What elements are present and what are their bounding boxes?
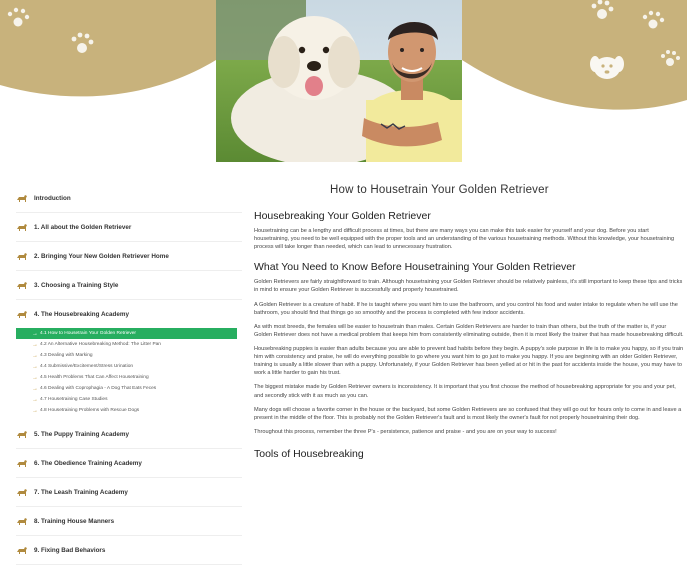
sidebar-subitem-label: 4.6 Dealing with Coprophagia - A Dog That Eats Feces [40,386,157,391]
dog-icon [16,223,28,232]
paragraph: The biggest mistake made by Golden Retriever owners is inconsistency. It is important that you first choose the method of housebreaking appropriate for you and your pet, and secondly stick with it as much as you can. [254,384,676,399]
sidebar-item-bringing-home[interactable] [16,242,242,271]
section-heading: Tools of Housebreaking [254,447,364,460]
paragraph: Golden Retrievers are fairly straightforward to train. Although housetraining your Golden Retriever should be relatively painless, it's still important to keep these tips and tricks in mind to ensure your Golden Retriever is successfully and properly housetrained. [254,279,683,294]
chapter-sidebar [16,184,242,565]
sidebar-item-obedience-training[interactable] [16,449,242,478]
arrow-icon: → [32,341,38,348]
sidebar-item-introduction[interactable] [16,184,242,213]
sidebar-subitem-4-7[interactable] [16,394,242,405]
page-title: How to Housetrain Your Golden Retriever [330,184,549,196]
section-heading: Housebreaking Your Golden Retriever [254,210,431,222]
dog-icon [16,546,28,555]
sidebar-item-label: 9. Fixing Bad Behaviors [34,546,106,554]
dog-icon [16,488,28,497]
dog-icon [16,517,28,526]
sidebar-subitem-4-6[interactable] [16,383,242,394]
section-heading: What You Need to Know Before Housetraining Your Golden Retriever [254,261,576,274]
sidebar-item-label: 7. The Leash Training Academy [34,488,128,496]
sidebar-subitem-label: 4.7 Housetraining Case Studies [40,397,108,402]
sidebar-item-all-about[interactable] [16,213,242,242]
sidebar-item-label: 2. Bringing Your New Golden Retriever Home [34,252,169,260]
sidebar-item-label: 6. The Obedience Training Academy [34,459,142,467]
sidebar-subitem-4-3[interactable] [16,350,242,361]
arrow-icon: → [32,385,38,392]
arrow-icon: → [32,374,38,381]
sidebar-subitem-label: 4.3 Dealing with Marking [40,353,93,358]
dog-icon [16,459,28,468]
sidebar-item-bad-behaviors[interactable] [16,536,242,565]
dog-icon [16,281,28,290]
sidebar-item-house-manners[interactable] [16,507,242,536]
paragraph: Throughout this process, remember the three P's - persistence, patience and praise - and you are on your way to success! [254,428,557,435]
sidebar-subitem-4-5[interactable] [16,372,242,383]
sidebar-item-label: 1. All about the Golden Retriever [34,223,132,231]
arrow-icon: → [32,363,38,370]
sidebar-subitem-4-8[interactable] [16,405,242,416]
sidebar-item-label: 4. The Housebreaking Academy [34,310,129,318]
arrow-icon: → [32,330,38,337]
dog-icon [16,252,28,261]
sidebar-subitem-label: 4.1 How to Housetrain Your Golden Retriever [40,331,136,336]
sidebar-item-puppy-training[interactable] [16,420,242,449]
sidebar-item-label: 3. Choosing a Training Style [34,281,119,289]
sidebar-item-label: Introduction [34,194,71,202]
sidebar-item-leash-training[interactable] [16,478,242,507]
sidebar-subitem-label: 4.4 Submissive/Excitement/Stress Urination [40,364,134,369]
paragraph: Housetraining can be a lengthy and difficult process at times, but there are many ways you can make this task easier for yourself and your dog. Before you start housetraining, you need to be well equipped with the proper tools and an understanding of the various housetraining methods. Without this knowledge, your housetraining process will take longer than needed, which can lead to unnecessary frustration. [254,228,675,251]
sidebar-item-training-style[interactable] [16,271,242,300]
paragraph: As with most breeds, the females will be easier to housetrain than males. Certain Golden Retrievers are harder to train than others, but the truth of the matter is, if your Golden Retriever does not have a medical problem that keeps him from consistently eliminating outside, then it is most likely the trainer that has made housebreaking difficult. [254,323,684,338]
hero-photo [216,0,462,162]
sidebar-subitem-label: 4.2 An Alternative Housebreaking Method: The Litter Pan [40,342,161,347]
sidebar-subitem-4-1[interactable] [16,328,237,339]
sidebar-subitem-label: 4.8 Housetraining Problems with Rescue Dogs [40,408,140,413]
arrow-icon: → [32,396,38,403]
sidebar-item-housebreaking[interactable] [16,300,242,328]
dog-icon [16,430,28,439]
sidebar-subitem-4-4[interactable] [16,361,242,372]
dog-icon [16,194,28,203]
sidebar-item-label: 8. Training House Manners [34,517,115,525]
paragraph: Housebreaking puppies is easier than adults because you are able to prevent bad habits before they begin. A puppy's sole purpose in life is to make you happy, so if you train him with consistency and praise, he will do everything possible to go where you want him to go just to make you happy. If you are beginning with an older Golden Retriever, training is usually a little slower than with a puppy. Unfortunately, if your Golden Retriever has been yelled at or hit in the past for accidents inside the house, you may have to work a little harder to gain his trust. [254,345,684,377]
sidebar-subitem-label: 4.5 Health Problems That Can Affect Housetraining [40,375,149,380]
arrow-icon: → [32,407,38,414]
sidebar-subitem-4-2[interactable] [16,339,242,350]
dog-icon [16,310,28,319]
arrow-icon: → [32,352,38,359]
sidebar-item-label: 5. The Puppy Training Academy [34,430,129,438]
article-content [254,184,684,465]
paragraph: A Golden Retriever is a creature of habit. If he is taught where you want him to use the bathroom, and you control his food and water intake to regulate when he will use the bathroom, you should find that things go so smoothly and the process is completed with few indoor accidents. [254,301,678,316]
paragraph: Many dogs will choose a favorite corner in the house or the backyard, but some Golden Retrievers are so confused that they will go out for hours only to come in and leave a present in the middle of the floor. This is probably not the Golden Retriever's fault and is most likely the owner's fault for not properly housetraining their dog. [254,406,682,421]
